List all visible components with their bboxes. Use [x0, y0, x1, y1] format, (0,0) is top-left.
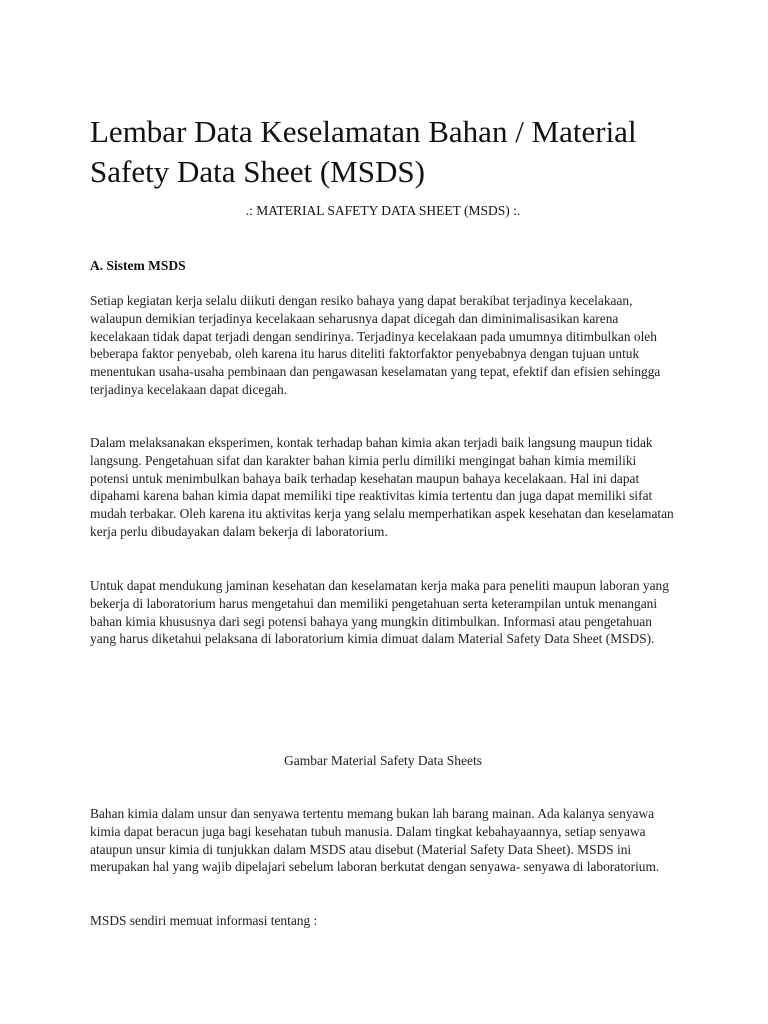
figure-caption: Gambar Material Safety Data Sheets	[284, 753, 482, 768]
document-title: Lembar Data Keselamatan Bahan / Material Safety Data Sheet (MSDS)	[90, 114, 637, 189]
document-subtitle: .: MATERIAL SAFETY DATA SHEET (MSDS) :.	[245, 203, 521, 218]
paragraph-2: Dalam melaksanakan eksperimen, kontak terhadap bahan kimia akan terjadi baik langsung maupun tidak langsung. Pengetahuan sifat dan karakter bahan kimia perlu dimiliki mengingat bahan kimia memiliki potensi untuk menimbulkan bahaya baik terhadap kesehatan maupun bahaya kecelakaan. Hal ini dapat dipahami karena bahan kimia dapat memiliki tipe reaktivitas kimia tertentu dan juga dapat memiliki sifat mudah terbakar. Oleh karena itu aktivitas kerja yang selalu memperhatikan aspek kesehatan dan keselamatan kerja perlu dibudayakan dalam bekerja di laboratorium.	[90, 435, 674, 539]
section-heading: A. Sistem MSDS	[90, 258, 186, 273]
paragraph-3: Untuk dapat mendukung jaminan kesehatan dan keselamatan kerja maka para peneliti maupun laboran yang bekerja di laboratorium harus mengetahui dan memiliki pengetahuan serta keterampilan untuk menangani bahan kimia khususnya dari segi potensi bahaya yang mungkin ditimbulkan. Informasi atau pengetahuan yang harus diketahui pelaksana di laboratorium kimia dimuat dalam Material Safety Data Sheet (MSDS).	[90, 578, 669, 647]
paragraph-5: MSDS sendiri memuat informasi tentang :	[90, 913, 318, 928]
paragraph-1: Setiap kegiatan kerja selalu diikuti dengan resiko bahaya yang dapat berakibat terjadinya kecelakaan, walaupun demikian terjadinya kecelakaan seharusnya dapat dicegah dan diminimalisasikan karena kecelakaan tidak dapat terjadi dengan sendirinya. Terjadinya kecelakaan pada umumnya ditimbulkan oleh beberapa faktor penyebab, oleh karena itu harus diteliti faktorfaktor penyebabnya dengan tujuan untuk menentukan usaha-usaha pembinaan dan pengawasan keselamatan yang tepat, efektif dan efisien sehingga terjadinya kecelakaan dapat dicegah.	[90, 293, 661, 397]
paragraph-4: Bahan kimia dalam unsur dan senyawa tertentu memang bukan lah barang mainan. Ada kalanya senyawa kimia dapat beracun juga bagi kesehatan tubuh manusia. Dalam tingkat kebahayaannya, setiap senyawa ataupun unsur kimia di tunjukkan dalam MSDS atau disebut (Material Safety Data Sheet). MSDS ini merupakan hal yang wajib dipelajari sebelum laboran berkutat dengan senyawa- senyawa di laboratorium.	[90, 806, 660, 875]
